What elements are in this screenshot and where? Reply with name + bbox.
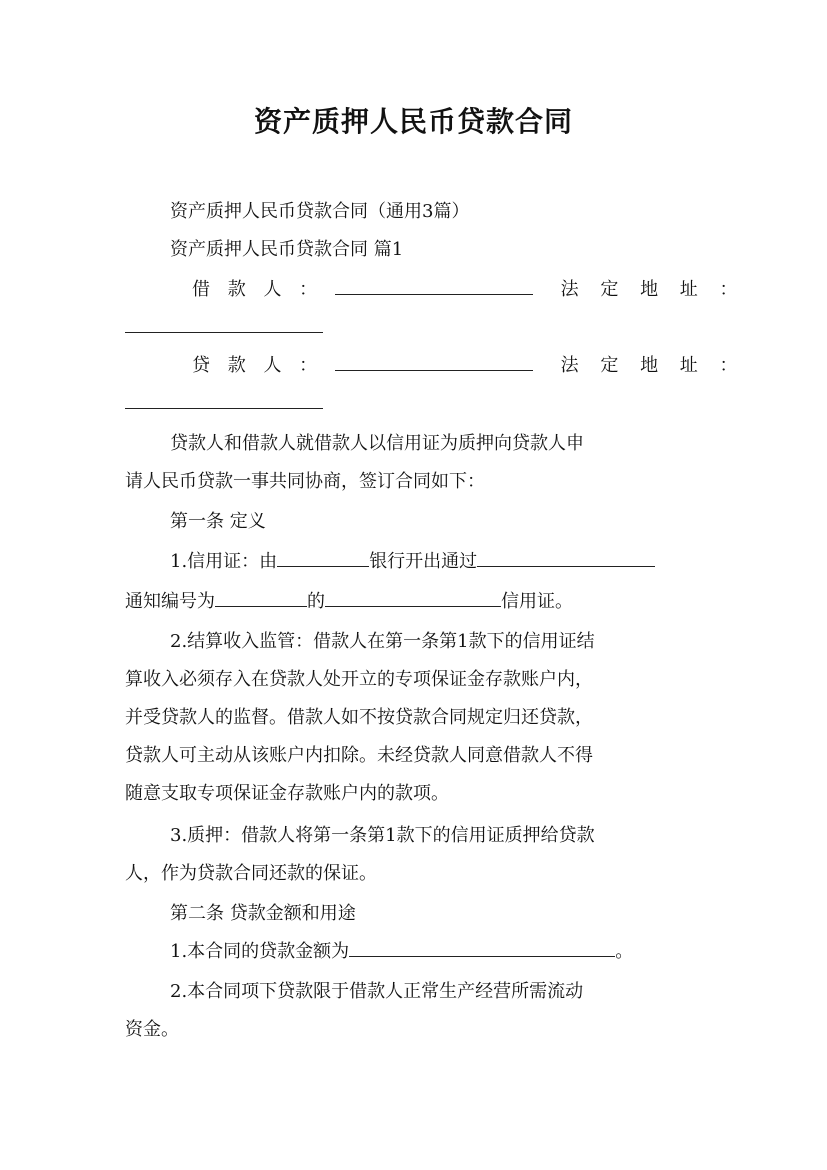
def1-line2-mid: 的 <box>307 591 325 612</box>
amount-end: 。 <box>615 941 634 962</box>
definition-1-line-1 <box>170 543 710 581</box>
intro-line-2: 请人民币贷款一事共同协商，签订合同如下： <box>125 471 485 492</box>
advising-bank-blank <box>477 546 655 567</box>
lender-address-blank <box>125 388 323 409</box>
definition-3-line-2: 人，作为贷款合同还款的保证。 <box>125 863 377 884</box>
def1-line2-end: 信用证。 <box>501 591 573 612</box>
lender-address-row <box>125 385 705 423</box>
article-1-heading: 第一条 定义 <box>170 511 266 532</box>
borrower-address-label: 法 定 地 址 ： <box>560 279 746 300</box>
definition-2-line-4: 贷款人可主动从该账户内扣除。未经贷款人同意借款人不得 <box>125 745 593 766</box>
def1-prefix: 1.信用证：由 <box>170 551 278 572</box>
document-title: 资产质押人民币贷款合同 <box>253 105 573 138</box>
loan-purpose-line-1: 2.本合同项下贷款限于借款人正常生产经营所需流动 <box>170 981 584 1002</box>
lender-name-blank <box>335 350 533 371</box>
definition-2-line-3: 并受贷款人的监督。借款人如不按贷款合同规定归还贷款， <box>125 707 593 728</box>
lender-row <box>192 347 746 385</box>
definition-2-line-1: 2.结算收入监管：借款人在第一条第1款下的信用证结 <box>170 631 595 652</box>
lender-label: 贷 款 人 ： <box>192 355 324 376</box>
part-heading: 资产质押人民币贷款合同 篇1 <box>170 239 404 260</box>
definition-3-line-1: 3.质押：借款人将第一条第1款下的信用证质押给贷款 <box>170 825 595 846</box>
bank-name-blank <box>277 546 369 567</box>
notice-number-blank <box>215 586 307 607</box>
borrower-label: 借 款 人 ： <box>192 279 324 300</box>
loan-amount-blank <box>349 936 615 957</box>
definition-2-line-5: 随意支取专项保证金存款账户内的款项。 <box>125 783 449 804</box>
borrower-row <box>192 271 746 309</box>
loan-amount-line <box>170 933 710 971</box>
article-2-heading: 第二条 贷款金额和用途 <box>170 903 356 924</box>
credit-number-blank <box>325 586 501 607</box>
amount-prefix: 1.本合同的贷款金额为 <box>170 941 350 962</box>
borrower-address-blank <box>125 312 323 333</box>
loan-purpose-line-2: 资金。 <box>125 1019 179 1040</box>
intro-line-1: 贷款人和借款人就借款人以信用证为质押向贷款人申 <box>170 433 584 454</box>
definition-1-line-2 <box>125 583 705 621</box>
lender-address-label: 法 定 地 址 ： <box>560 355 746 376</box>
document-subtitle: 资产质押人民币贷款合同（通用3篇） <box>170 201 470 222</box>
borrower-address-row <box>125 309 705 347</box>
def1-line2-prefix: 通知编号为 <box>125 591 215 612</box>
definition-2-line-2: 算收入必须存入在贷款人处开立的专项保证金存款账户内， <box>125 669 593 690</box>
def1-mid: 银行开出通过 <box>369 551 478 572</box>
borrower-name-blank <box>335 274 533 295</box>
